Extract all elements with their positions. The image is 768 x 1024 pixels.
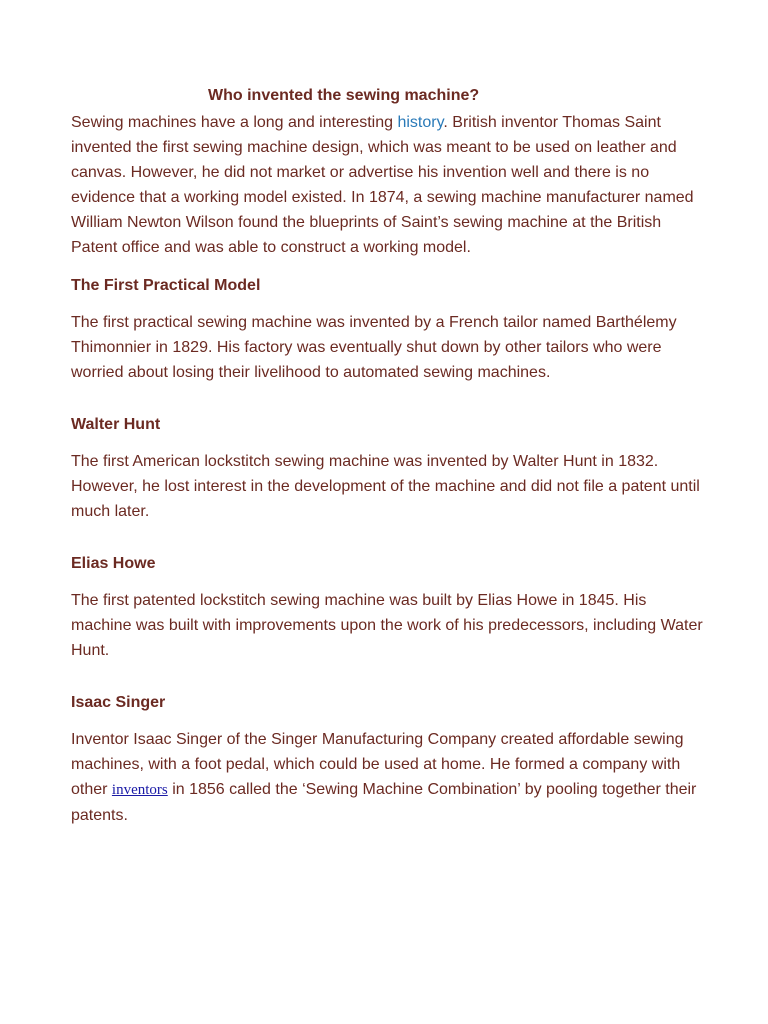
page-title: Who invented the sewing machine?	[208, 87, 480, 104]
section-heading-elias-howe: Elias Howe	[71, 555, 156, 572]
section-body-first-practical-model: The first practical sewing machine was invented by a French tailor named Barthélemy Thimonnier in 1829. His factory was eventually shut down by other tailors who were worried about losing their livelihood to automated sewing machines.	[71, 314, 677, 381]
inventors-link[interactable]: inventors	[111, 782, 168, 798]
intro-text-start: Sewing machines have a long and interesting	[71, 114, 398, 131]
section-heading-walter-hunt: Walter Hunt	[71, 416, 161, 433]
singer-text-start: Inventor Isaac Singer of the Singer Manufacturing Company created affordable sewing machines, with a foot pedal, which could be used at home. He formed a company with other	[71, 731, 684, 798]
section-body-elias-howe: The first patented lockstitch sewing machine was built by Elias Howe in 1845. His machine was built with improvements upon the work of his predecessors, including Water Hunt.	[71, 592, 703, 659]
section-heading-isaac-singer: Isaac Singer	[71, 694, 166, 711]
section-body-isaac-singer	[71, 727, 711, 828]
section-body-walter-hunt: The first American lockstitch sewing machine was invented by Walter Hunt in 1832. However, he lost interest in the development of the machine and did not file a patent until much later.	[71, 453, 700, 520]
intro-text-end: . British inventor Thomas Saint invented the first sewing machine design, which was meant to be used on leather and canvas. However, he did not market or advertise his invention well and there is no evidence that a working model existed. In 1874, a sewing machine manufacturer named William Newton Wilson found the blueprints of Saint’s sewing machine at the British Patent office and was able to construct a working model.	[71, 114, 694, 256]
intro-paragraph	[71, 110, 711, 260]
section-heading-first-practical-model: The First Practical Model	[71, 277, 261, 294]
document-page	[71, 86, 711, 828]
singer-text-end: in 1856 called the ‘Sewing Machine Combination’ by pooling together their patents.	[71, 781, 697, 824]
history-link[interactable]: history	[397, 114, 444, 131]
